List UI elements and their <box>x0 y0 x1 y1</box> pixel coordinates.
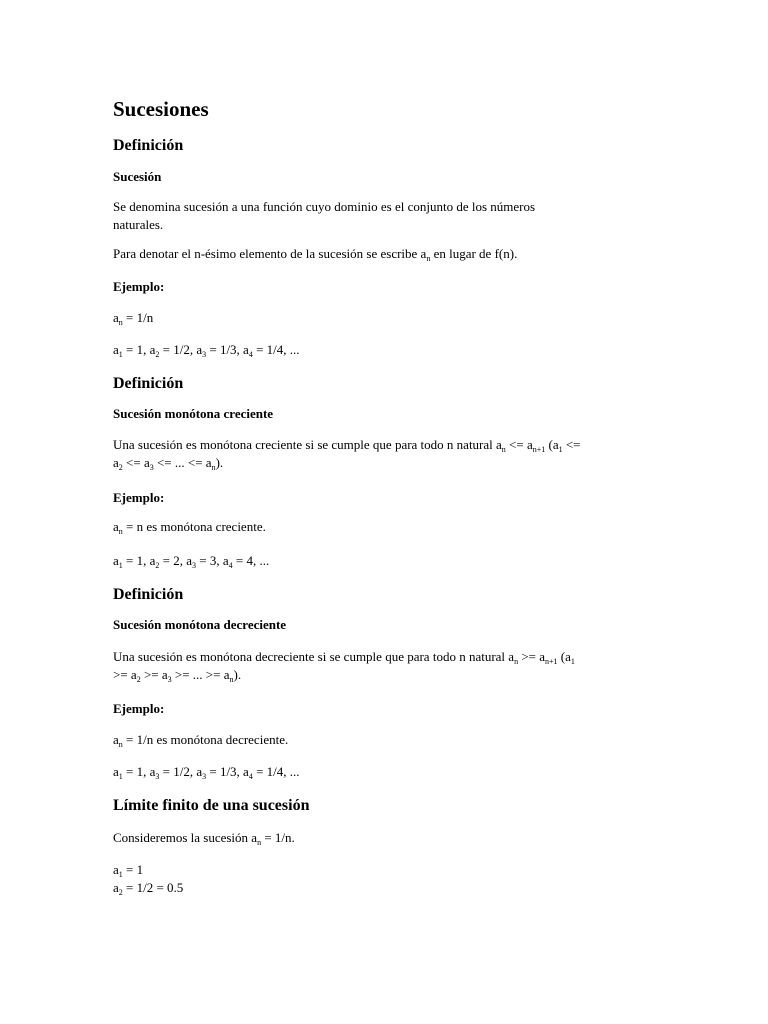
subsection-heading: Sucesión monótona decreciente <box>113 617 287 632</box>
text-run: Consideremos la sucesión a <box>113 830 258 845</box>
subscript: 2 <box>118 888 123 897</box>
text-run: = 1/2, a <box>159 764 203 779</box>
formula <box>113 861 183 897</box>
text-run: = 1/n <box>122 310 154 325</box>
subscript: n <box>501 445 506 454</box>
paragraph <box>113 198 535 234</box>
text-run: ). <box>215 455 224 470</box>
subscript: 1 <box>118 350 123 359</box>
subscript: 4 <box>248 350 253 359</box>
text-run: a <box>113 455 119 470</box>
text-run: = 1 <box>122 862 144 877</box>
paragraph <box>113 245 517 263</box>
text-run: >= a <box>140 667 168 682</box>
formula <box>113 763 300 781</box>
text-run: <= ... <= a <box>153 455 212 470</box>
example-label: Ejemplo: <box>113 701 165 716</box>
example-label: Ejemplo: <box>113 490 165 505</box>
subsection-heading: Sucesión <box>113 169 162 184</box>
section-heading: Límite finito de una sucesión <box>113 797 310 814</box>
text-line: Se denomina sucesión a una función cuyo dominio es el conjunto de los números <box>113 199 536 214</box>
text-run: >= ... >= a <box>171 667 230 682</box>
formula <box>113 731 288 749</box>
subscript: 2 <box>155 350 160 359</box>
text-run: = 1, a <box>122 764 156 779</box>
text-run: en lugar de f(n). <box>430 246 518 261</box>
text-run: = 1/4, ... <box>252 342 300 357</box>
example-label: Ejemplo: <box>113 279 165 294</box>
text-run: (a <box>545 437 559 452</box>
subscript: n <box>118 740 123 749</box>
subscript: 2 <box>118 463 123 472</box>
subscript: n+1 <box>545 657 558 666</box>
subscript: 1 <box>118 561 123 570</box>
formula <box>113 518 266 536</box>
subscript: 1 <box>118 772 123 781</box>
text-run: = n es monótona creciente. <box>122 519 266 534</box>
subscript: 2 <box>136 675 141 684</box>
section-heading: Definición <box>113 375 184 392</box>
paragraph <box>113 829 295 847</box>
text-run: <= <box>562 437 581 452</box>
subscript: 3 <box>149 463 154 472</box>
text-run: a <box>113 310 119 325</box>
subscript: n <box>514 657 519 666</box>
text-run: = 1/4, ... <box>252 764 300 779</box>
text-run: a <box>113 764 119 779</box>
formula <box>113 552 269 570</box>
subscript: n <box>211 463 216 472</box>
subscript: 3 <box>202 772 207 781</box>
text-run: = 1, a <box>122 553 156 568</box>
text-run: = 4, ... <box>232 553 270 568</box>
subscript: 3 <box>192 561 196 570</box>
text-run: <= a <box>122 455 150 470</box>
subscript: 3 <box>202 350 207 359</box>
page-title: Sucesiones <box>113 97 209 121</box>
text-run: a <box>113 553 119 568</box>
text-run: a <box>113 880 119 895</box>
text-run: = 1/3, a <box>206 342 249 357</box>
section-heading: Definición <box>113 586 184 603</box>
text-run: a <box>113 862 119 877</box>
paragraph <box>113 648 575 684</box>
section-heading: Definición <box>113 137 184 154</box>
text-run: = 1/2 = 0.5 <box>122 880 184 895</box>
text-run: >= a <box>113 667 137 682</box>
text-run: <= a <box>505 437 533 452</box>
text-run: = 1/3, a <box>206 764 249 779</box>
text-run: a <box>113 732 119 747</box>
subsection-heading: Sucesión monótona creciente <box>113 406 274 421</box>
subscript: n <box>118 527 123 536</box>
subscript: n <box>118 318 123 327</box>
subscript: n <box>257 838 262 847</box>
text-run: Una sucesión es monótona creciente si se cumple que para todo n natural a <box>113 437 502 452</box>
subscript: n <box>426 254 431 263</box>
subscript: 4 <box>248 772 253 781</box>
text-run: a <box>113 519 119 534</box>
text-run: Para denotar el n-ésimo elemento de la sucesión se escribe a <box>113 246 427 261</box>
text-run: ). <box>233 667 242 682</box>
text-run: Una sucesión es monótona decreciente si se cumple que para todo n natural a <box>113 649 515 664</box>
subscript: 1 <box>118 870 123 879</box>
paragraph <box>113 436 581 472</box>
text-run: a <box>113 342 119 357</box>
text-line: naturales. <box>113 217 164 232</box>
formula <box>113 341 300 359</box>
subscript: 1 <box>558 445 563 454</box>
subscript: 3 <box>167 675 172 684</box>
text-run: >= a <box>518 649 545 664</box>
text-run: (a <box>557 649 571 664</box>
text-run: = 1/n es monótona decreciente. <box>122 732 289 747</box>
subscript: 3 <box>155 772 160 781</box>
text-run: = 1, a <box>122 342 156 357</box>
subscript: n+1 <box>532 445 546 454</box>
text-run: = 3, a <box>196 553 229 568</box>
subscript: 2 <box>155 561 160 570</box>
text-run: = 1/2, a <box>159 342 203 357</box>
subscript: n <box>229 675 234 684</box>
subscript: 4 <box>228 561 233 570</box>
text-run: = 2, a <box>159 553 192 568</box>
subscript: 1 <box>570 657 575 666</box>
formula <box>113 309 153 327</box>
text-run: = 1/n. <box>261 830 295 845</box>
